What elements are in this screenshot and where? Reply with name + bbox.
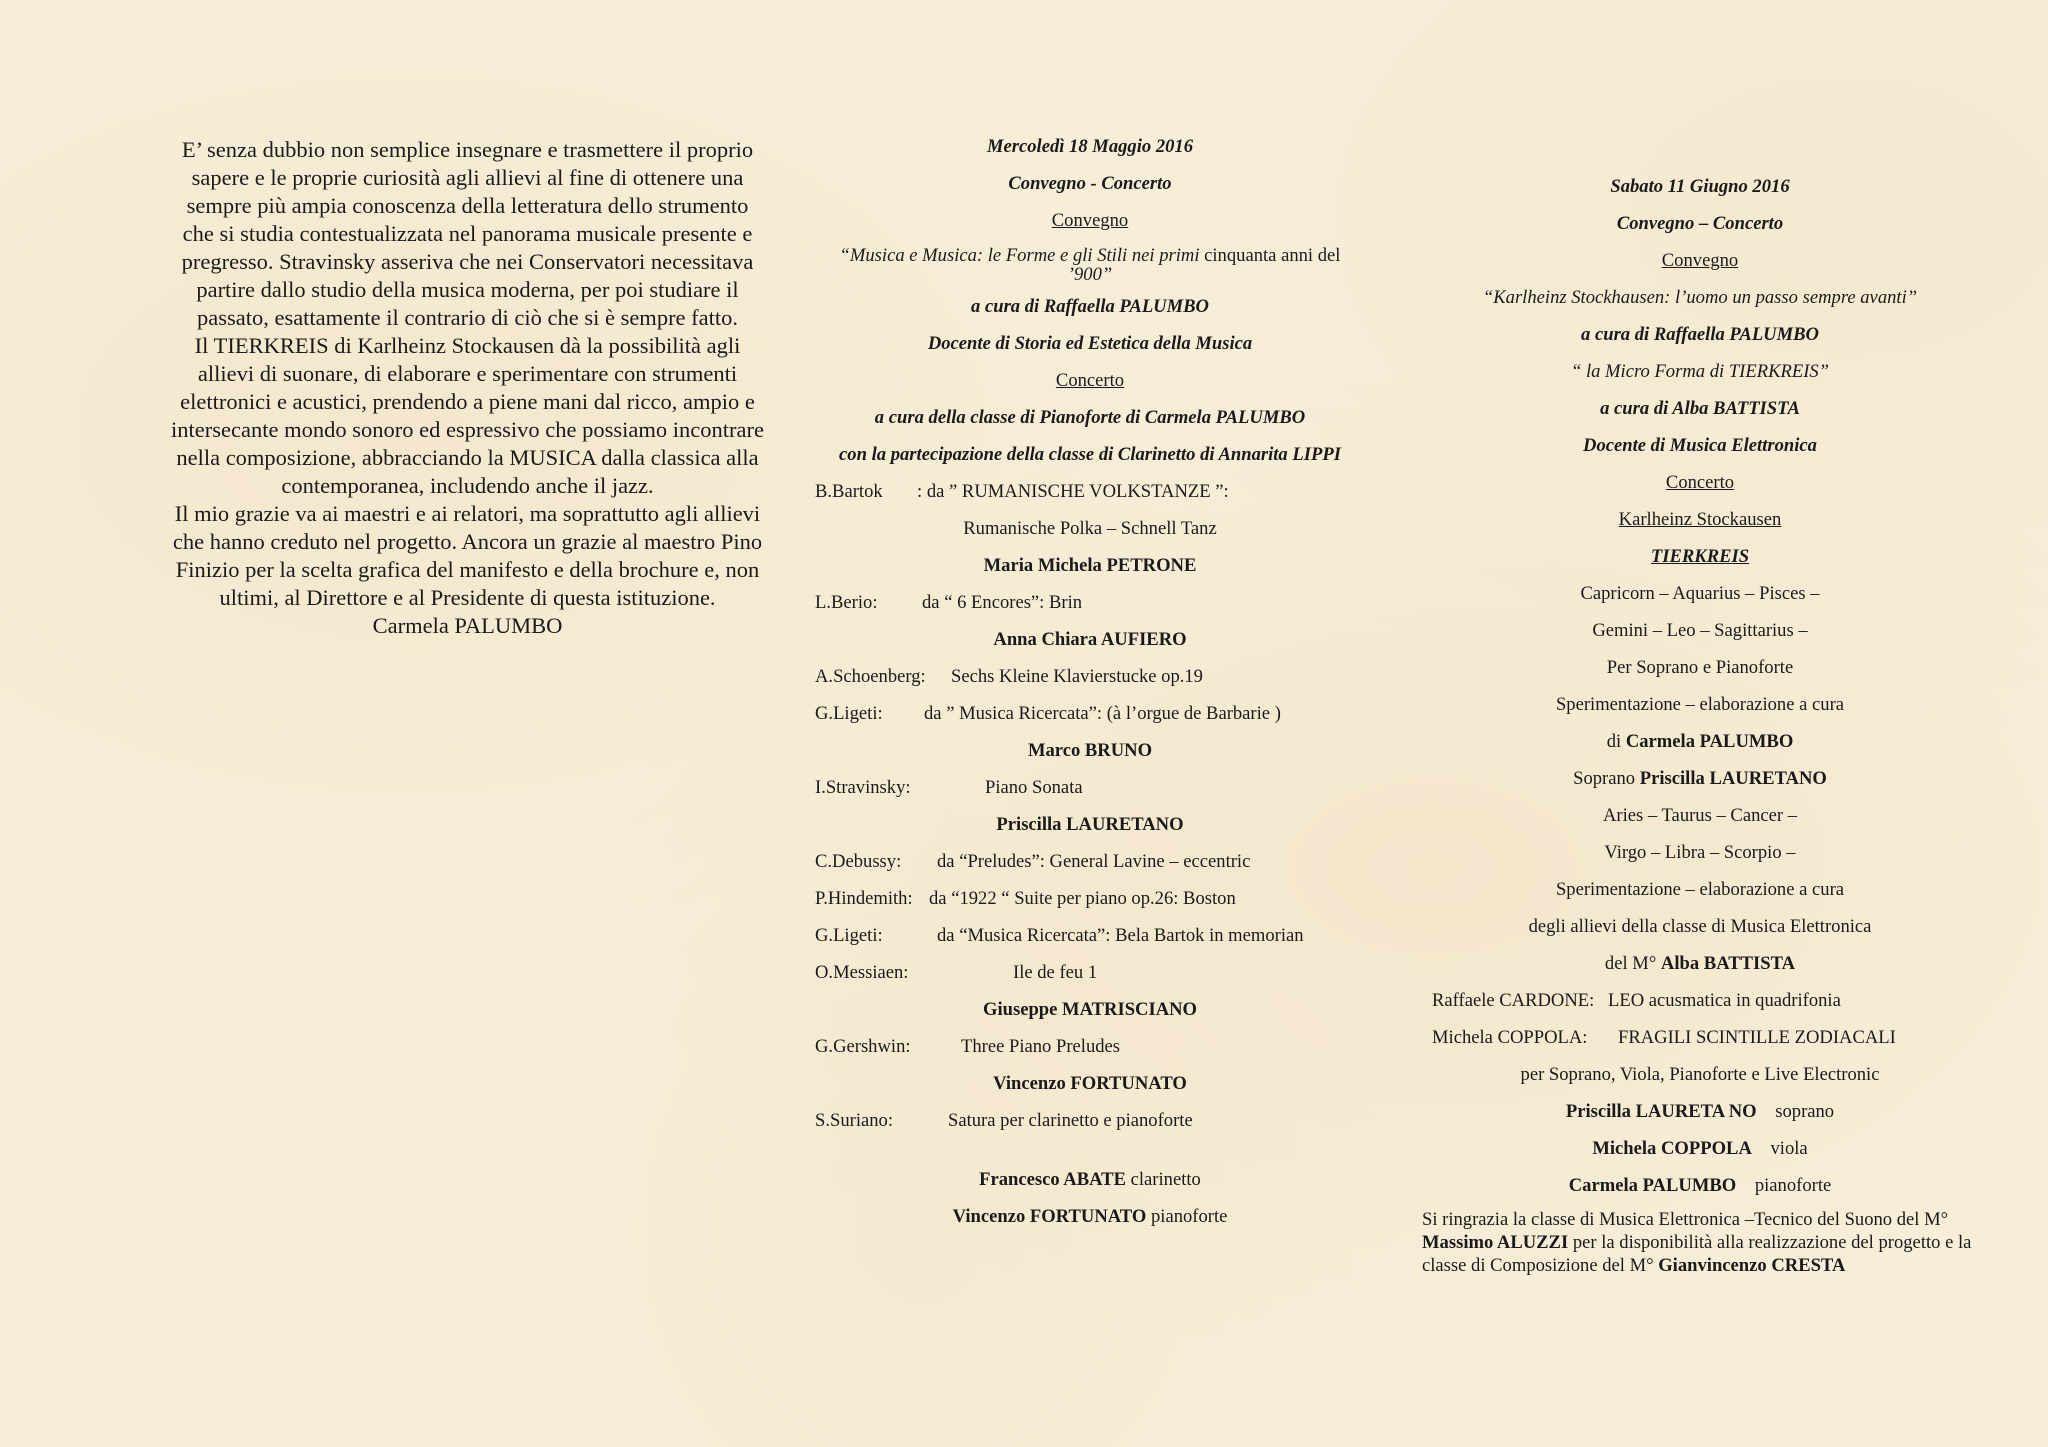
performer-role: pianoforte: [1736, 1175, 1832, 1196]
program-work: Three Piano Preludes: [961, 1036, 1121, 1057]
performer-name: Michela COPPOLA: [1592, 1138, 1752, 1159]
talk-title-part: cinquanta anni del: [1204, 245, 1341, 266]
program-item: [815, 1102, 1365, 1139]
performer-name: Priscilla LAURETA NO: [1565, 1101, 1757, 1122]
event-1-program: [815, 128, 1365, 1235]
intro-paragraph: E’ senza dubbio non semplice insegnare e trasmettere il proprio sapere e le proprie curiosità agli allievi al fine di ottenere una sempre più ampia conoscenza della letteratura dello strumento che si studia contestualizzata nel panorama musicale presente e pregresso. Stravinsky asseriva che nei Conservatori necessitava partire dallo studio della musica moderna, per poi studiare il passato, esattamente il contrario di ciò che si è sempre fatto.: [181, 137, 754, 330]
program-performer: Marco BRUNO: [1027, 740, 1153, 761]
program-item: [815, 584, 1365, 621]
thanks-name: Gianvincenzo CRESTA: [1658, 1255, 1846, 1276]
performer-role: soprano: [1756, 1101, 1835, 1122]
event-1-date: Mercoledì 18 Maggio 2016: [986, 136, 1194, 157]
program-composer: G.Gershwin:: [815, 1036, 911, 1057]
ensemble-instrument: clarinetto: [1125, 1169, 1201, 1190]
performer-name: Carmela PALUMBO: [1568, 1175, 1737, 1196]
intro-text: [170, 136, 765, 640]
program-performer: Vincenzo FORTUNATO: [993, 1073, 1187, 1094]
zodiac-signs: Gemini – Leo – Sagittarius –: [1592, 620, 1808, 641]
zodiac-signs: Aries – Taurus – Cancer –: [1602, 805, 1798, 826]
program-item: [815, 954, 1365, 991]
program-item: [815, 695, 1365, 732]
program-work: Ile de feu 1: [1013, 962, 1098, 983]
credit-name: Alba BATTISTA: [1660, 953, 1796, 974]
event-1-type: Convegno - Concerto: [1008, 173, 1172, 194]
intro-paragraph: Il mio grazie va ai maestri e ai relatori, ma soprattutto agli allievi che hanno creduto nel progetto. Ancora un grazie al maestro Pino Finizio per la scelta grafica del manifesto e della brochure e, non ultimi, al Direttore e al Presidente di questa istituzione.: [172, 501, 763, 610]
event-2-curator: a cura di Raffaella PALUMBO: [1581, 324, 1819, 345]
event-2-talk-title: “Karlheinz Stockhausen: l’uomo un passo sempre avanti”: [1482, 287, 1918, 308]
credit-prefix: Soprano: [1573, 768, 1640, 789]
performer-credit: [1420, 1130, 1980, 1167]
event-2-concerto-heading: Concerto: [1665, 472, 1735, 493]
program-performer: Anna Chiara AUFIERO: [993, 629, 1187, 650]
program-composer: G.Ligeti:: [815, 703, 883, 724]
event-2-program: [1420, 168, 1980, 1277]
event-1-concert-curator: a cura della classe di Pianoforte di Carmela PALUMBO: [874, 407, 1306, 428]
soprano-credit: [1420, 760, 1980, 797]
intro-paragraph: Il TIERKREIS di Karlheinz Stockausen dà la possibilità agli allievi di suonare, di elaborare e sperimentare con strumenti elettronici e acustici, prendendo a piene mani dal ricco, ampio e intersecante mondo sonoro ed espressivo che possiamo incontrare nella composizione, abbracciando la MUSICA dalla classica alla contemporanea, includendo anche il jazz.: [171, 333, 764, 498]
work-title: LEO acusmatica in quadrifonia: [1608, 990, 1841, 1011]
talk-title-part: ’900”: [1067, 264, 1113, 285]
program-composer: I.Stravinsky:: [815, 777, 911, 798]
experimentation-credit: [1420, 723, 1980, 760]
program-item: [815, 658, 1365, 695]
program-work: da “Musica Ricercata”: Bela Bartok in memorian: [937, 925, 1304, 946]
credit-name: Carmela PALUMBO: [1625, 731, 1794, 752]
program-composer: S.Suriano:: [815, 1110, 893, 1131]
event-2-curator-2: a cura di Alba BATTISTA: [1600, 398, 1800, 419]
program-item: [815, 1028, 1365, 1065]
credit-prefix: di: [1606, 731, 1626, 752]
program-performer: Priscilla LAURETANO: [996, 814, 1184, 835]
work-item: [1420, 1019, 1980, 1056]
performer-credit: [1420, 1093, 1980, 1130]
program-composer: O.Messiaen:: [815, 962, 909, 983]
work-item: [1420, 982, 1980, 1019]
credit-name: Priscilla LAURETANO: [1639, 768, 1827, 789]
program-work: : da ” RUMANISCHE VOLKSTANZE ”:: [917, 481, 1229, 502]
experimentation-line: Sperimentazione – elaborazione a cura: [1555, 879, 1845, 900]
program-item: [815, 880, 1365, 917]
performer-credit: [1420, 1167, 1980, 1204]
program-performer: Giuseppe MATRISCIANO: [982, 999, 1198, 1020]
zodiac-signs: Capricorn – Aquarius – Pisces –: [1580, 583, 1820, 604]
zodiac-signs: Virgo – Libra – Scorpio –: [1604, 842, 1796, 863]
program-performer: Maria Michela PETRONE: [983, 555, 1197, 576]
event-1-talk-title: [815, 239, 1365, 288]
program-item: [815, 769, 1365, 806]
program-composer: L.Berio:: [815, 592, 878, 613]
program-composer: C.Debussy:: [815, 851, 902, 872]
program-work: da “Preludes”: General Lavine – eccentric: [937, 851, 1251, 872]
work-composer: Raffaele CARDONE:: [1432, 990, 1595, 1011]
intro-signature: Carmela PALUMBO: [372, 613, 563, 638]
program-item: [815, 473, 1365, 510]
program-composer: P.Hindemith:: [815, 888, 913, 909]
work-composer: Michela COPPOLA:: [1432, 1027, 1588, 1048]
program-item: [815, 843, 1365, 880]
program-item: [815, 917, 1365, 954]
work-title: FRAGILI SCINTILLE ZODIACALI: [1618, 1027, 1896, 1048]
thanks-name: Massimo ALUZZI: [1422, 1232, 1569, 1253]
students-line: degli allievi della classe di Musica Elettronica: [1528, 916, 1872, 937]
event-1-convegno-heading: Convegno: [1051, 210, 1129, 231]
event-1-concerto-heading: Concerto: [1055, 370, 1125, 391]
thanks-text: per la disponibilità alla realizzazione del progetto e la classe di Composizione del M°: [1422, 1232, 1972, 1276]
program-work: Sechs Kleine Klavierstucke op.19: [951, 666, 1203, 687]
event-2-type: Convegno – Concerto: [1616, 213, 1784, 234]
ensemble-member: [815, 1161, 1365, 1198]
event-1-participation: con la partecipazione della classe di Clarinetto di Annarita LIPPI: [839, 444, 1341, 465]
thanks-text: Si ringrazia la classe di Musica Elettronica –Tecnico del Suono del M°: [1422, 1209, 1949, 1230]
scoring: Per Soprano e Pianoforte: [1606, 657, 1794, 678]
works-scoring: per Soprano, Viola, Pianoforte e Live Electronic: [1520, 1064, 1880, 1085]
talk-title-part: “Musica e Musica: le Forme e gli Stili nei primi: [839, 245, 1205, 266]
program-work: Satura per clarinetto e pianoforte: [948, 1110, 1193, 1131]
teacher-credit: [1420, 945, 1980, 982]
performer-role: viola: [1751, 1138, 1808, 1159]
event-2-talk-title-2: “ la Micro Forma di TIERKREIS”: [1570, 361, 1830, 382]
event-2-work-title: TIERKREIS: [1650, 546, 1750, 567]
ensemble-name: Francesco ABATE: [979, 1169, 1126, 1190]
program-item: Rumanische Polka – Schnell Tanz: [963, 518, 1217, 539]
experimentation-line: Sperimentazione – elaborazione a cura: [1555, 694, 1845, 715]
event-2-curator-2-role: Docente di Musica Elettronica: [1583, 435, 1817, 456]
ensemble-name: Vincenzo FORTUNATO: [952, 1206, 1147, 1227]
program-work: Piano Sonata: [985, 777, 1083, 798]
program-work: da “ 6 Encores”: Brin: [922, 592, 1083, 613]
ensemble-member: [815, 1198, 1365, 1235]
event-2-composer: Karlheinz Stockausen: [1618, 509, 1782, 530]
event-2-date: Sabato 11 Giugno 2016: [1610, 176, 1790, 197]
program-work: da ” Musica Ricercata”: (à l’orgue de Barbarie ): [924, 703, 1281, 724]
acknowledgements: [1420, 1208, 1980, 1277]
event-1-curator: a cura di Raffaella PALUMBO: [971, 296, 1209, 317]
event-2-convegno-heading: Convegno: [1661, 250, 1739, 271]
program-composer: A.Schoenberg:: [815, 666, 926, 687]
program-composer: G.Ligeti:: [815, 925, 883, 946]
spacer: [815, 1139, 1365, 1161]
event-1-curator-role: Docente di Storia ed Estetica della Musica: [927, 333, 1253, 354]
program-work: da “1922 “ Suite per piano op.26: Boston: [929, 888, 1236, 909]
program-composer: B.Bartok: [815, 481, 883, 502]
ensemble-instrument: pianoforte: [1146, 1206, 1228, 1227]
credit-prefix: del M°: [1604, 953, 1661, 974]
